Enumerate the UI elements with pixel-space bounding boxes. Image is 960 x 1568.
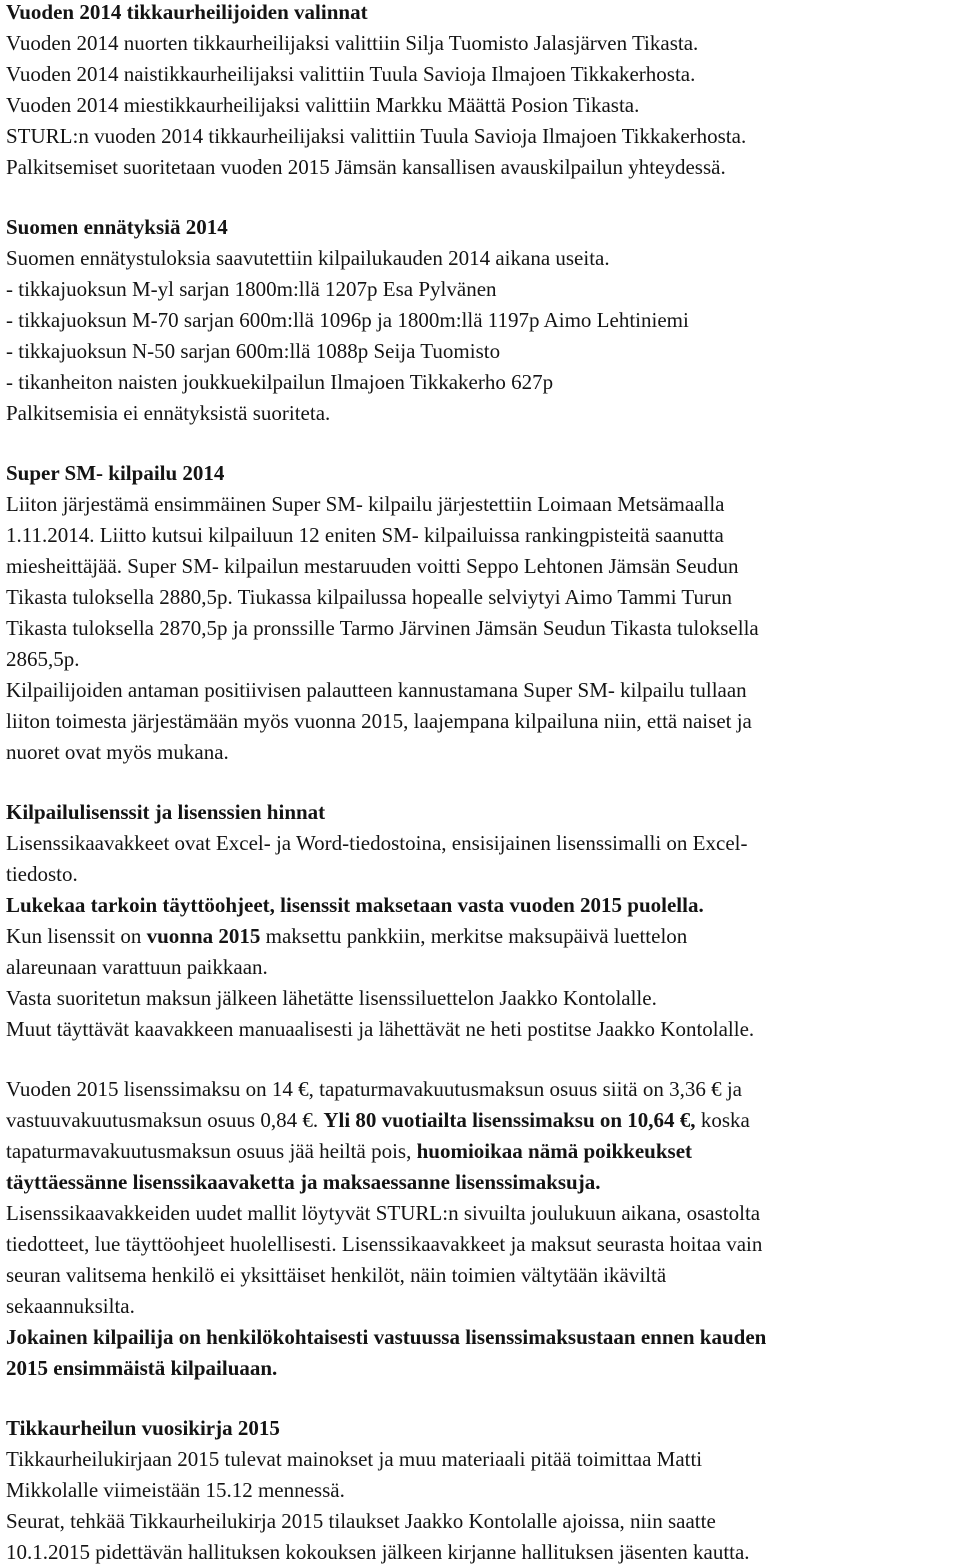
paragraph-line: Tikasta tuloksella 2870,5p ja pronssille Tarmo Järvinen Jämsän Seudun Tikasta tuloksella	[6, 616, 759, 640]
section-heading: Kilpailulisenssit ja lisenssien hinnat	[6, 800, 326, 824]
paragraph-line: Muut täyttävät kaavakkeen manuaalisesti ja lähettävät ne heti postitse Jaakko Kontolalle.	[6, 1017, 755, 1041]
emphasis-line: täyttäessänne lisenssikaavaketta ja maksaessanne lisenssimaksuja.	[6, 1170, 601, 1194]
paragraph-line: Seurat, tehkää Tikkaurheilukirja 2015 tilaukset Jaakko Kontolalle ajoissa, niin saatte	[6, 1509, 716, 1533]
section-heading: Suomen ennätyksiä 2014	[6, 215, 228, 239]
paragraph-line: nuoret ovat myös mukana.	[6, 740, 229, 764]
paragraph-line: Tikkaurheilukirjaan 2015 tulevat mainokset ja muu materiaali pitää toimittaa Matti	[6, 1447, 703, 1471]
paragraph-line: Vasta suoritetun maksun jälkeen lähetätte lisenssiluettelon Jaakko Kontolalle.	[6, 986, 657, 1010]
section-lisenssimaksut	[6, 1074, 956, 1384]
paragraph-line: Vuoden 2015 lisenssimaksu on 14 €, tapaturmavakuutusmaksun osuus siitä on 3,36 € ja	[6, 1077, 743, 1101]
paragraph-line: Mikkolalle viimeistään 15.12 mennessä.	[6, 1478, 345, 1502]
document-page	[6, 0, 956, 1568]
paragraph-line: Lisenssikaavakkeet ovat Excel- ja Word-tiedostoina, ensisijainen lisenssimalli on Excel-	[6, 831, 748, 855]
section-heading: Super SM- kilpailu 2014	[6, 461, 225, 485]
text-run: maksettu pankkiin, merkitse maksupäivä luettelon	[260, 924, 688, 948]
section-super-sm-kilpailu	[6, 458, 956, 768]
paragraph-line: 2865,5p.	[6, 647, 80, 671]
list-item: - tikanheiton naisten joukkuekilpailun Ilmajoen Tikkakerho 627p	[6, 370, 554, 394]
paragraph-line: Palkitsemiset suoritetaan vuoden 2015 Jämsän kansallisen avauskilpailun yhteydessä.	[6, 155, 726, 179]
paragraph-line: STURL:n vuoden 2014 tikkaurheilijaksi valittiin Tuula Savioja Ilmajoen Tikkakerhosta.	[6, 124, 747, 148]
text-run: vastuuvakuutusmaksun osuus 0,84 €.	[6, 1108, 324, 1132]
paragraph-line: tiedosto.	[6, 862, 78, 886]
section-suomen-ennatyksia	[6, 212, 956, 429]
paragraph-line	[6, 1136, 956, 1167]
emphasis-line: 2015 ensimmäistä kilpailuaan.	[6, 1356, 278, 1380]
paragraph-line: 10.1.2015 pidettävän hallituksen kokouksen jälkeen kirjanne hallituksen jäsenten kautta.	[6, 1540, 750, 1564]
text-run: tapaturmavakuutusmaksun osuus jää heiltä pois,	[6, 1139, 417, 1163]
paragraph-line: tiedotteet, lue täyttöohjeet huolellisesti. Lisenssikaavakkeet ja maksut seurasta hoitaa vain	[6, 1232, 763, 1256]
paragraph-line: alareunaan varattuun paikkaan.	[6, 955, 268, 979]
emphasis-run: vuonna 2015	[146, 924, 261, 948]
emphasis-line: Jokainen kilpailija on henkilökohtaisesti vastuussa lisenssimaksustaan ennen kauden	[6, 1325, 767, 1349]
paragraph-line: Vuoden 2014 nuorten tikkaurheilijaksi valittiin Silja Tuomisto Jalasjärven Tikasta.	[6, 31, 699, 55]
section-heading: Vuoden 2014 tikkaurheilijoiden valinnat	[6, 0, 368, 24]
paragraph-line	[6, 1105, 956, 1136]
paragraph-line: Palkitsemisia ei ennätyksistä suoriteta.	[6, 401, 331, 425]
paragraph-line	[6, 921, 956, 952]
list-item: - tikkajuoksun N-50 sarjan 600m:llä 1088p Seija Tuomisto	[6, 339, 501, 363]
list-item: - tikkajuoksun M-70 sarjan 600m:llä 1096p ja 1800m:llä 1197p Aimo Lehtiniemi	[6, 308, 689, 332]
paragraph-line: liiton toimesta järjestämään myös vuonna 2015, laajempana kilpailuna niin, että naiset ja	[6, 709, 752, 733]
paragraph-line: Liiton järjestämä ensimmäinen Super SM- kilpailu järjestettiin Loimaan Metsämaalla	[6, 492, 725, 516]
emphasis-run: huomioikaa nämä poikkeukset	[416, 1139, 693, 1163]
emphasis-line: Lukekaa tarkoin täyttöohjeet, lisenssit maksetaan vasta vuoden 2015 puolella.	[6, 893, 704, 917]
text-run: Kun lisenssit on	[6, 924, 147, 948]
section-tikkaurheilijoiden-valinnat	[6, 0, 956, 183]
text-run: koska	[695, 1108, 750, 1132]
list-item: - tikkajuoksun M-yl sarjan 1800m:llä 1207p Esa Pylvänen	[6, 277, 497, 301]
paragraph-line: Suomen ennätystuloksia saavutettiin kilpailukauden 2014 aikana useita.	[6, 246, 610, 270]
paragraph-line: Vuoden 2014 naistikkaurheilijaksi valittiin Tuula Savioja Ilmajoen Tikkakerhosta.	[6, 62, 696, 86]
section-kilpailulisenssit	[6, 797, 956, 1045]
paragraph-line: seuran valitsema henkilö ei yksittäiset henkilöt, näin toimien vältytään ikäviltä	[6, 1263, 667, 1287]
paragraph-line: sekaannuksilta.	[6, 1294, 135, 1318]
paragraph-line: 1.11.2014. Liitto kutsui kilpailuun 12 eniten SM- kilpailuissa rankingpisteitä saanutta	[6, 523, 724, 547]
paragraph-line: Tikasta tuloksella 2880,5p. Tiukassa kilpailussa hopealle selviytyi Aimo Tammi Turun	[6, 585, 732, 609]
paragraph-line: Lisenssikaavakkeiden uudet mallit löytyvät STURL:n sivuilta joulukuun aikana, osastolta	[6, 1201, 761, 1225]
section-tikkaurheilun-vuosikirja	[6, 1413, 956, 1568]
emphasis-run: Yli 80 vuotiailta lisenssimaksu on 10,64 €,	[323, 1108, 696, 1132]
paragraph-line: Kilpailijoiden antaman positiivisen palautteen kannustamana Super SM- kilpailu tullaan	[6, 678, 747, 702]
paragraph-line: Vuoden 2014 miestikkaurheilijaksi valittiin Markku Määttä Posion Tikasta.	[6, 93, 640, 117]
paragraph-line: miesheittäjää. Super SM- kilpailun mestaruuden voitti Seppo Lehtonen Jämsän Seudun	[6, 554, 739, 578]
section-heading: Tikkaurheilun vuosikirja 2015	[6, 1416, 280, 1440]
